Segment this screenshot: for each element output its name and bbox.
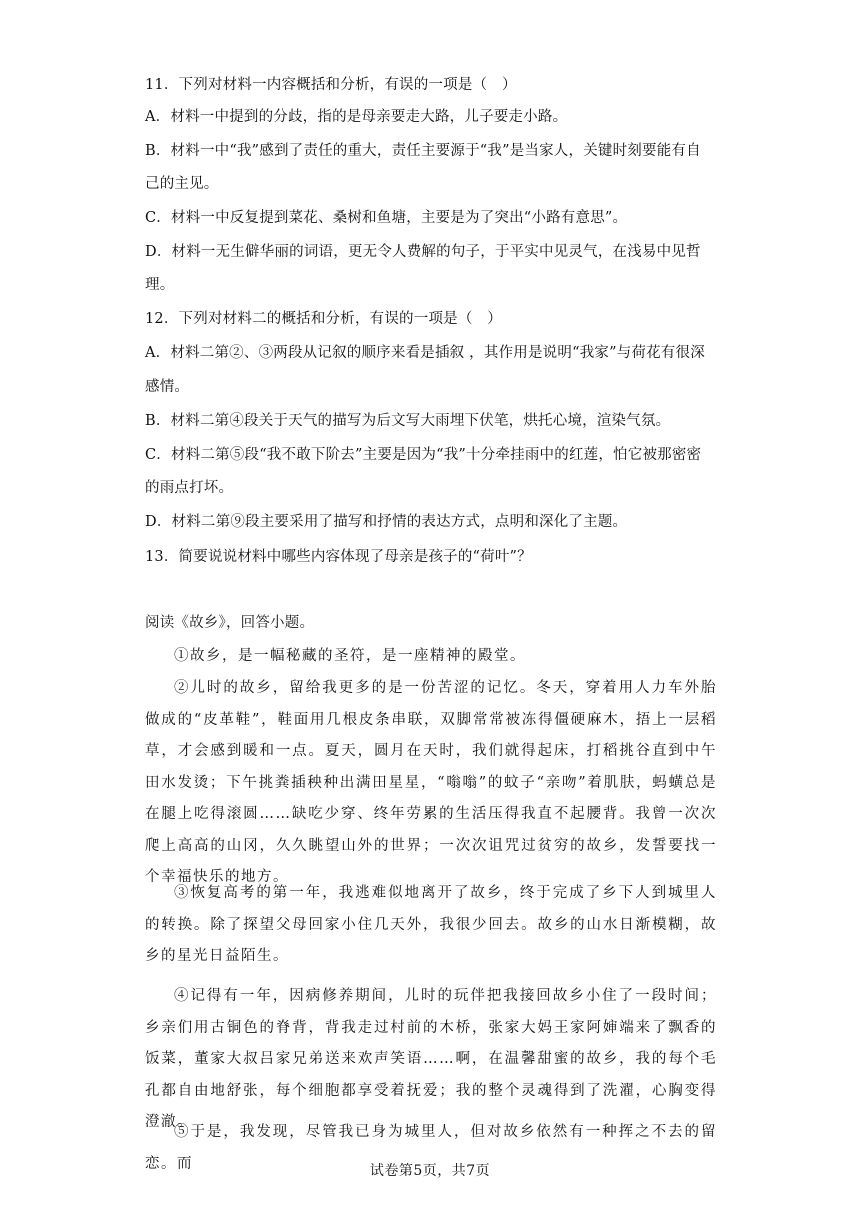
question-11-option-d-line1: D．材料一无生僻华丽的词语，更无令人费解的句子，于平实中见灵气，在浅易中见哲 <box>145 244 701 260</box>
question-11-option-b-line1: B．材料一中“我”感到了责任的重大，责任主要源于“我”是当家人，关键时刻要能有自 <box>145 143 701 159</box>
question-12-option-c-line1: C．材料二第⑤段“我不敢下阶去”主要是因为“我”十分牵挂雨中的红莲，怕它被那密密 <box>145 447 702 463</box>
reading-intro: 阅读《故乡》，回答小题。 <box>145 615 315 631</box>
question-12-option-a-line2: 感情。 <box>145 379 190 395</box>
reading-paragraph-1: ①故乡，是一幅秘藏的圣符，是一座精神的殿堂。 <box>174 648 526 664</box>
question-11-option-b-line2: 己的主见。 <box>145 176 219 192</box>
reading-paragraph-2: ②儿时的故乡，留给我更多的是一份苦涩的记忆。冬天，穿着用人力车外胎做成的“皮革鞋”，鞋面用几根皮条串联，双脚常常被冻得僵硬麻木，捂上一层稻草，才会感到暖和一点。夏天，圆月在天时，我们就得起床，打稻挑谷直到中午田水发烫；下午挑粪插秧种出满田星星，“嗡嗡”的蚊子“亲吻”着肌肤，蚂蟥总是在腿上吃得滚圆……缺吃少穿、终年劳累的生活压得我直不起腰背。我曾一次次爬上高高的山冈，久久眺望山外的世界；一次次诅咒过贫穷的故乡，发誓要找一个幸福快乐的地方。 <box>145 680 717 885</box>
question-12-option-b: B．材料二第④段关于天气的描写为后文写大雨埋下伏笔，烘托心境，渲染气氛。 <box>145 413 671 429</box>
question-12-option-c-line2: 的雨点打坏。 <box>145 480 234 496</box>
reading-paragraph-3: ③恢复高考的第一年，我逃难似地离开了故乡，终于完成了乡下人到城里人的转换。除了探望父母回家小住几天外，我很少回去。故乡的山水日渐模糊，故乡的星光日益陌生。 <box>145 885 717 964</box>
reading-paragraph-4: ④记得有一年，因病修养期间，儿时的玩伴把我接回故乡小住了一段时间；乡亲们用古铜色的脊背，背我走过村前的木桥，张家大妈王家阿婶端来了飘香的饭菜，董家大叔吕家兄弟送来欢声笑语……啊，在温馨甜蜜的故乡，我的每个毛孔都自由地舒张，每个细胞都享受着抚爱；我的整个灵魂得到了洗濯，心胸变得澄澈。 <box>145 988 717 1130</box>
question-12-option-a-line1: A．材料二第②、③两段从记叙的顺序来看是插叙 ，其作用是说明“我家”与荷花有很深 <box>145 345 705 361</box>
page-footer: 试卷第5页，共7页 <box>369 1163 491 1179</box>
question-13-stem: 13．简要说说材料中哪些内容体现了母亲是孩子的“荷叶”？ <box>145 549 532 565</box>
question-11-stem: 11．下列对材料一内容概括和分析，有误的一项是（ ） <box>145 77 517 93</box>
question-11-option-d-line2: 理。 <box>145 277 175 293</box>
question-12-stem: 12．下列对材料二的概括和分析，有误的一项是（ ） <box>145 311 502 327</box>
question-11-option-a: A．材料一中提到的分歧，指的是母亲要走大路，儿子要走小路。 <box>145 109 568 125</box>
question-12-option-d: D．材料二第⑨段主要采用了描写和抒情的表达方式，点明和深化了主题。 <box>145 514 628 530</box>
reading-paragraph-5: ⑤于是，我发现，尽管我已身为城里人，但对故乡依然有一种挥之不去的留恋。而 <box>145 1124 717 1172</box>
question-11-option-c: C．材料一中反复提到菜花、桑树和鱼塘，主要是为了突出“小路有意思”。 <box>145 210 628 226</box>
